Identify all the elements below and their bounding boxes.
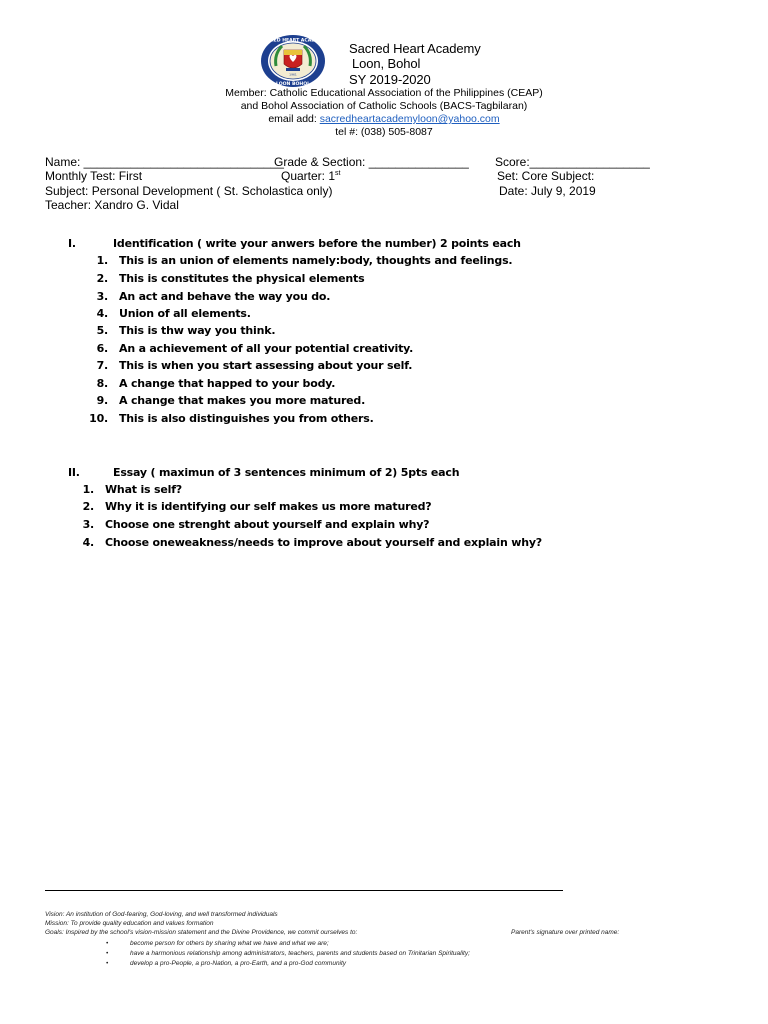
part1-title: Identification ( write your anwers before the number) 2 points each <box>113 237 521 250</box>
telephone: tel #: (038) 505-8087 <box>335 126 433 138</box>
quarter-label: Quarter: 1 <box>281 169 336 183</box>
quarter <box>281 169 340 183</box>
test-date: Date: July 9, 2019 <box>499 184 596 198</box>
parent-signature-label: Parent's signature over printed name: <box>511 929 620 936</box>
school-name: Sacred Heart Academy <box>349 41 481 56</box>
list-item-text: An a achievement of all your potential creativity. <box>119 342 414 355</box>
list-item-text: This is when you start assessing about your self. <box>119 359 413 372</box>
quarter-suffix: st <box>335 170 341 177</box>
goal-bullet-text: become person for others by sharing what we have and what we are; <box>130 940 329 947</box>
list-item-text: Union of all elements. <box>119 307 251 320</box>
email-link[interactable]: sacredheartacademyloon@yahoo.com <box>319 113 500 125</box>
monthly-test: Monthly Test: First <box>45 169 143 183</box>
teacher: Teacher: Xandro G. Vidal <box>45 198 179 212</box>
membership-line-2: and Bohol Association of Catholic Schools (BACS-Tagbilaran) <box>240 100 528 112</box>
svg-text:LOON BOHOL: LOON BOHOL <box>275 82 311 87</box>
list-item-text: This is an union of elements namely:body, thoughts and feelings. <box>119 254 513 267</box>
list-item-text: Choose oneweakness/needs to improve about yourself and explain why? <box>105 536 542 549</box>
subject: Subject: Personal Development ( St. Scholastica only) <box>45 184 333 198</box>
school-year: SY 2019-2020 <box>349 72 431 87</box>
school-logo <box>260 34 326 88</box>
part2-numeral: II. <box>68 466 80 479</box>
svg-text:SACRED HEART ACADEMY: SACRED HEART ACADEMY <box>260 38 326 44</box>
part2-title: Essay ( maximun of 3 sentences minimum of 2) 5pts each <box>113 466 460 479</box>
list-item-text: Choose one strenght about yourself and explain why? <box>105 518 430 531</box>
list-item-text: This is constitutes the physical elements <box>119 272 365 285</box>
email-label: email add: <box>268 113 317 125</box>
list-item-text: A change that makes you more matured. <box>119 394 366 407</box>
list-item-text: This is also distinguishes you from others. <box>119 412 374 425</box>
set-core-subject: Set: Core Subject: <box>497 169 595 183</box>
grade-section-field: Grade & Section: _______________ <box>274 155 469 169</box>
part1-numeral: I. <box>68 237 76 250</box>
list-item-text: What is self? <box>105 483 182 496</box>
goal-bullet-text: develop a pro-People, a pro-Nation, a pro-Earth, and a pro-God community <box>130 960 347 967</box>
list-item-text: Why it is identifying our self makes us more matured? <box>105 500 432 513</box>
goal-bullet-text: have a harmonious relationship among administrators, teachers, parents and students based on Trinitarian Spirituality; <box>130 950 470 957</box>
membership-line-1: Member: Catholic Educational Association of the Philippines (CEAP) <box>225 87 543 99</box>
mission-statement: Mission: To provide quality education and values formation <box>45 920 214 927</box>
footer-divider <box>45 890 563 891</box>
list-item-text: This is thw way you think. <box>119 324 276 337</box>
name-field: Name: ______________________________ <box>45 155 284 169</box>
svg-text:1961: 1961 <box>289 72 297 77</box>
vision-statement: Vision: An institution of God-fearing, God-loving, and well transformed individuals <box>45 911 278 918</box>
goals-statement: Goals: Inspired by the school's vision-mission statement and the Divine Providence, we commit ourselves to: <box>45 929 358 936</box>
school-location: Loon, Bohol <box>352 56 421 71</box>
email-line <box>164 113 604 126</box>
list-item-text: An act and behave the way you do. <box>119 290 331 303</box>
score-field: Score:__________________ <box>495 155 650 169</box>
list-item-text: A change that happed to your body. <box>119 377 336 390</box>
